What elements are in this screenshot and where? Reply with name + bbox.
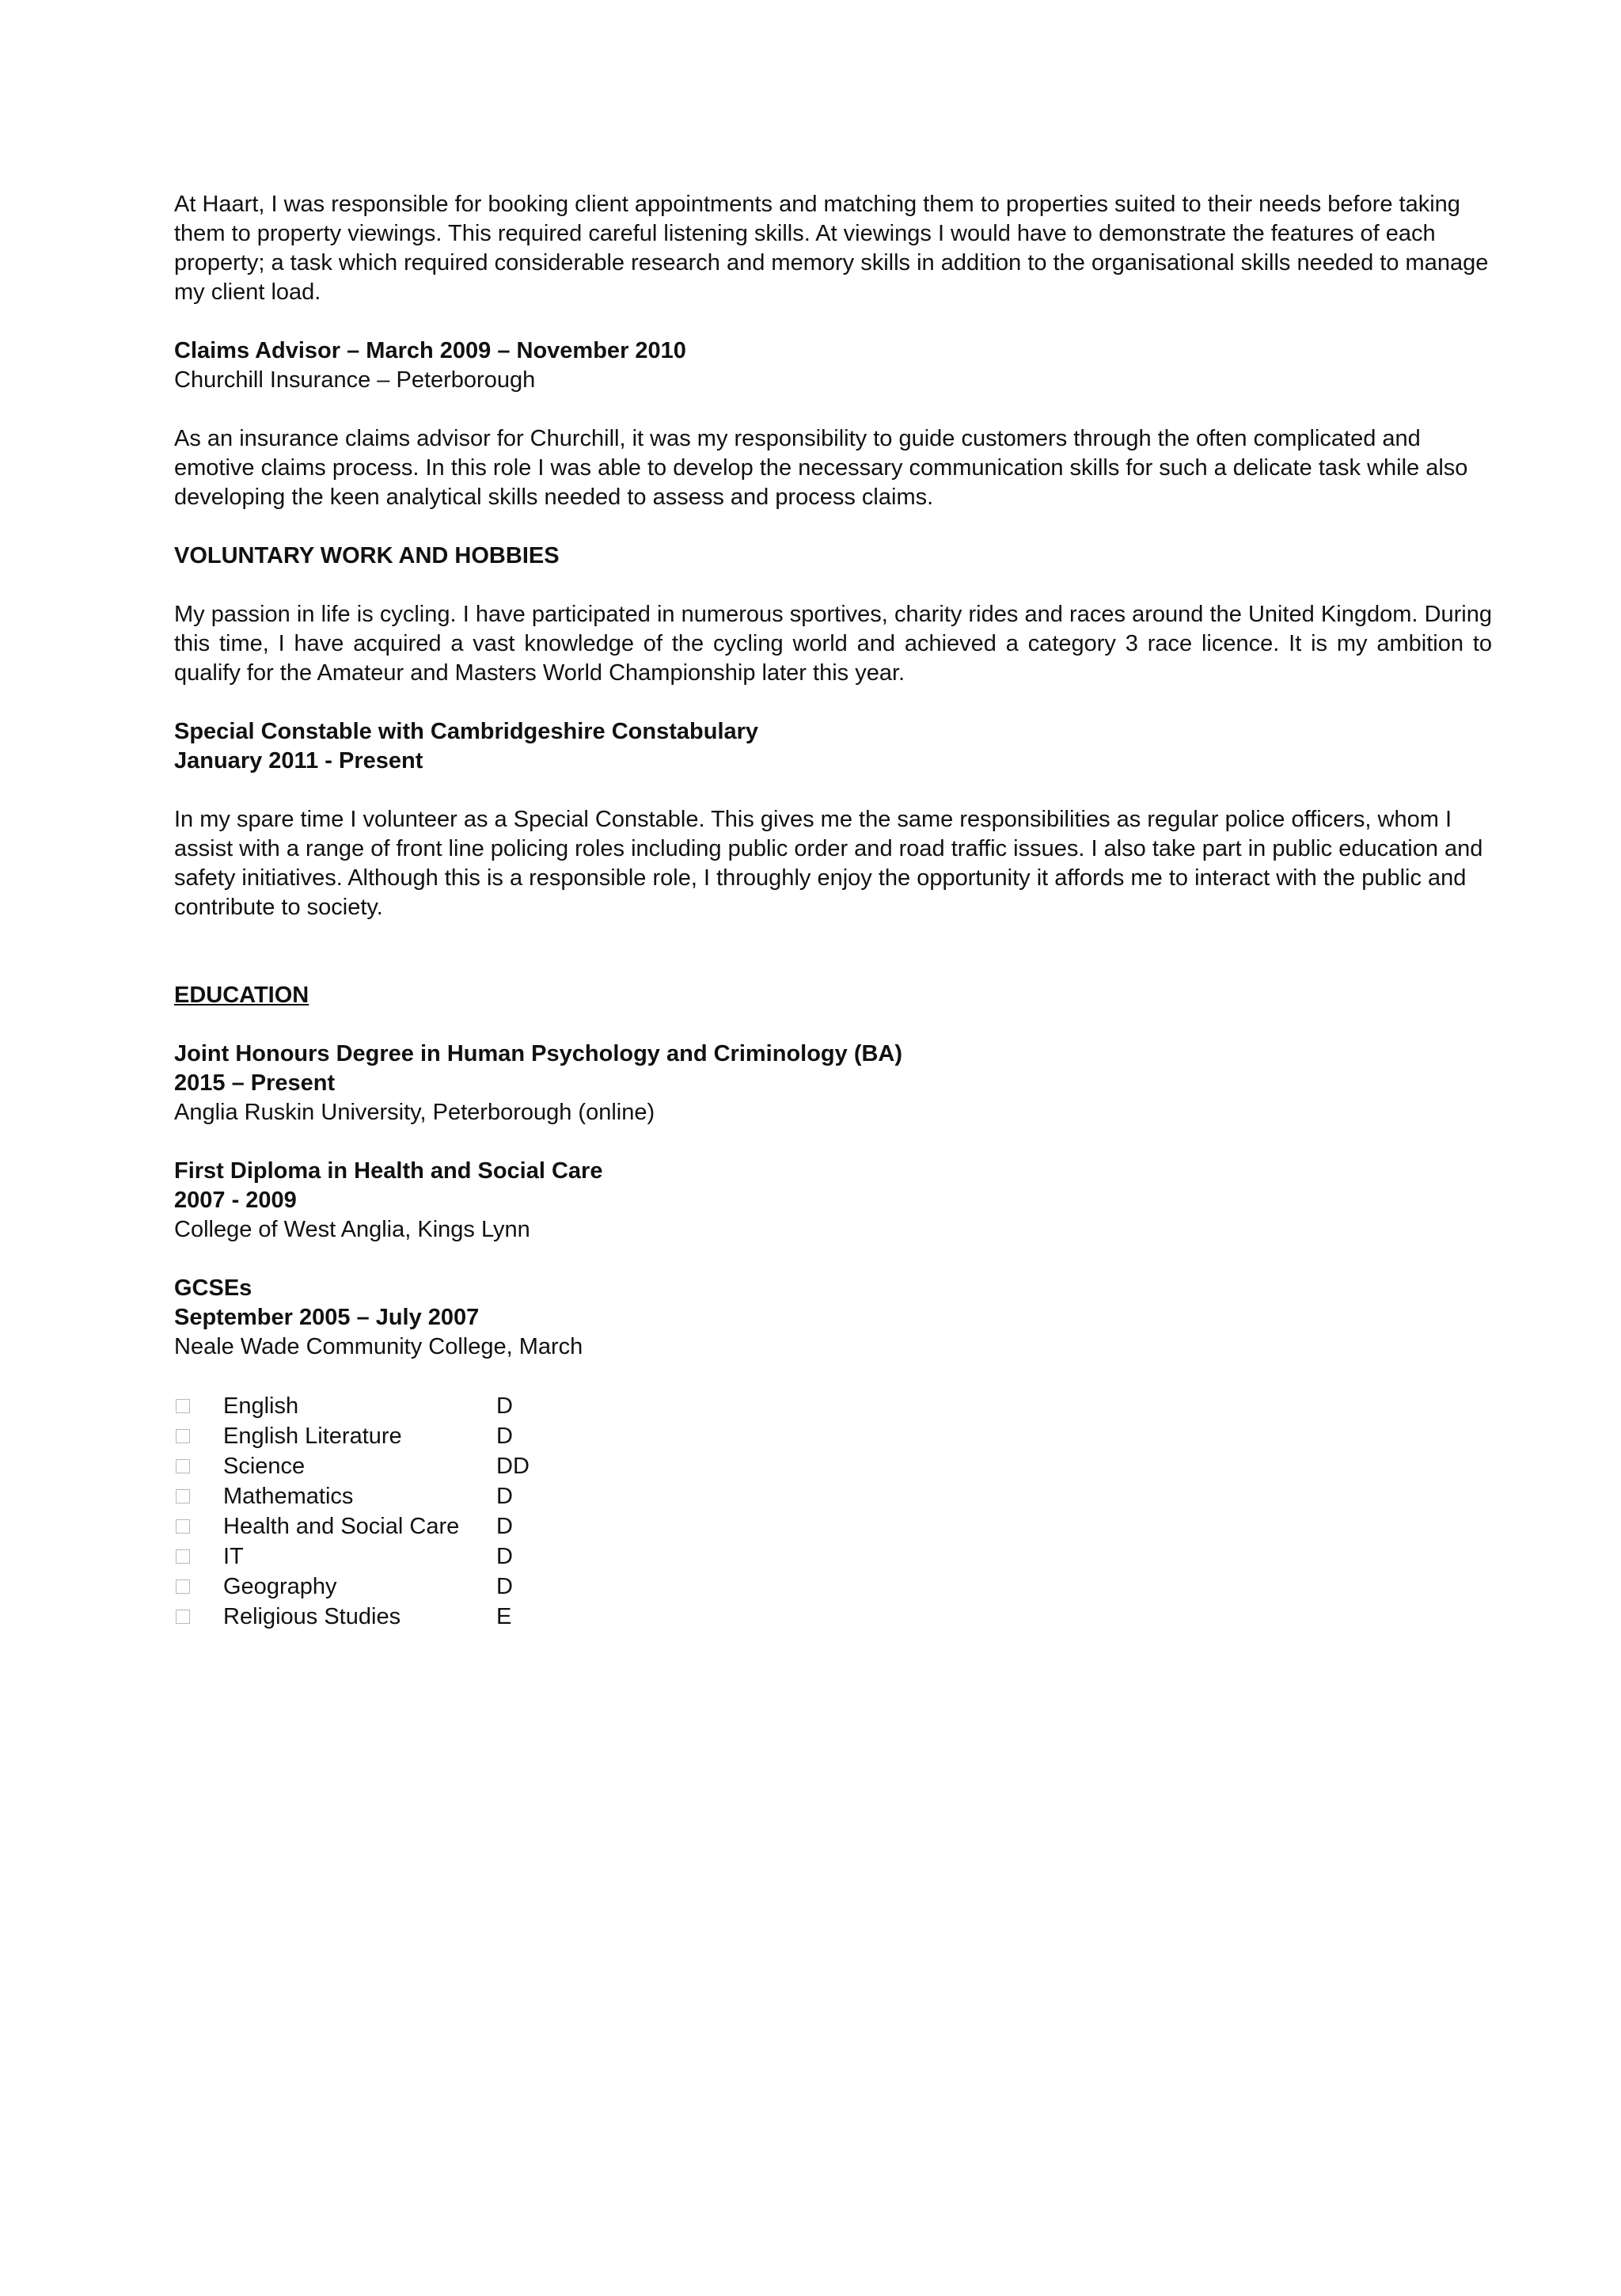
grade-value: D [496, 1513, 513, 1539]
grade-row [174, 1481, 1492, 1511]
special-constable-title: Special Constable with Cambridgeshire Constabulary [174, 719, 759, 744]
grade-row [174, 1541, 1492, 1572]
bullet-icon [176, 1579, 190, 1594]
grade-subject: Health and Social Care [223, 1513, 460, 1539]
cycling-description: My passion in life is cycling. I have participated in numerous sportives, charity rides and races around the United Kingdom. During this time, I have acquired a vast knowledge of the cycling world and achieved a category 3 race licence. It is my ambition to qualify for the Amateur and Masters World Championship later this year. [174, 602, 1492, 686]
cv-page [174, 190, 1492, 1632]
grade-value: E [496, 1603, 512, 1629]
grade-value: D [496, 1483, 513, 1509]
grade-subject: Mathematics [223, 1483, 354, 1509]
claims-advisor-entry [174, 336, 1492, 395]
grade-value: D [496, 1393, 513, 1419]
degree-dates: 2015 – Present [174, 1070, 336, 1096]
grade-row [174, 1602, 1492, 1632]
voluntary-heading: VOLUNTARY WORK AND HOBBIES [174, 543, 560, 568]
degree-entry [174, 1040, 1492, 1127]
education-heading: EDUCATION [174, 983, 309, 1008]
grade-subject: English Literature [223, 1423, 402, 1449]
grade-value: D [496, 1573, 513, 1599]
grade-row [174, 1391, 1492, 1421]
special-constable-description: In my spare time I volunteer as a Special Constable. This gives me the same responsibilities as regular police officers, whom I assist with a range of front line policing roles including public order and road traffic issues. I also take part in public education and safety initiatives. Although this is a responsible role, I throughly enjoy the opportunity it affords me to interact with the public and contribute to society. [174, 807, 1483, 920]
bullet-icon [176, 1399, 190, 1413]
bullet-icon [176, 1429, 190, 1443]
degree-title: Joint Honours Degree in Human Psychology and Criminology (BA) [174, 1041, 903, 1066]
bullet-icon [176, 1459, 190, 1473]
diploma-dates: 2007 - 2009 [174, 1188, 297, 1213]
bullet-icon [176, 1549, 190, 1564]
grade-subject: Geography [223, 1573, 337, 1599]
grade-subject: English [223, 1393, 299, 1419]
grade-subject: Science [223, 1453, 306, 1479]
special-constable-entry [174, 717, 1492, 776]
gcse-entry [174, 1274, 1492, 1362]
grade-row [174, 1451, 1492, 1481]
grade-row [174, 1572, 1492, 1602]
claims-advisor-employer: Churchill Insurance – Peterborough [174, 367, 536, 393]
gcse-title: GCSEs [174, 1275, 252, 1301]
special-constable-dates: January 2011 - Present [174, 748, 423, 774]
bullet-icon [176, 1519, 190, 1534]
haart-description: At Haart, I was responsible for booking client appointments and matching them to properties suited to their needs before taking them to property viewings. This required careful listening skills. At viewings I would have to demonstrate the features of each property; a task which required considerable research and memory skills in addition to the organisational skills needed to manage my client load. [174, 192, 1489, 305]
bullet-icon [176, 1489, 190, 1503]
diploma-institution: College of West Anglia, Kings Lynn [174, 1217, 530, 1242]
grade-value: D [496, 1423, 513, 1449]
grade-row [174, 1511, 1492, 1541]
grade-row [174, 1421, 1492, 1451]
grade-value: DD [496, 1453, 530, 1479]
bullet-icon [176, 1610, 190, 1624]
grade-subject: IT [223, 1543, 244, 1569]
claims-advisor-title: Claims Advisor – March 2009 – November 2010 [174, 338, 686, 363]
gcse-dates: September 2005 – July 2007 [174, 1305, 480, 1330]
gcse-grade-list [174, 1391, 1492, 1632]
diploma-title: First Diploma in Health and Social Care [174, 1158, 603, 1184]
degree-institution: Anglia Ruskin University, Peterborough (online) [174, 1100, 655, 1125]
claims-advisor-description: As an insurance claims advisor for Churchill, it was my responsibility to guide customers through the often complicated and emotive claims process. In this role I was able to develop the necessary communication skills for such a delicate task while also developing the keen analytical skills needed to assess and process claims. [174, 426, 1468, 510]
diploma-entry [174, 1157, 1492, 1245]
gcse-institution: Neale Wade Community College, March [174, 1334, 583, 1359]
section-spacer [174, 922, 1492, 981]
grade-value: D [496, 1543, 513, 1569]
grade-subject: Religious Studies [223, 1603, 401, 1629]
